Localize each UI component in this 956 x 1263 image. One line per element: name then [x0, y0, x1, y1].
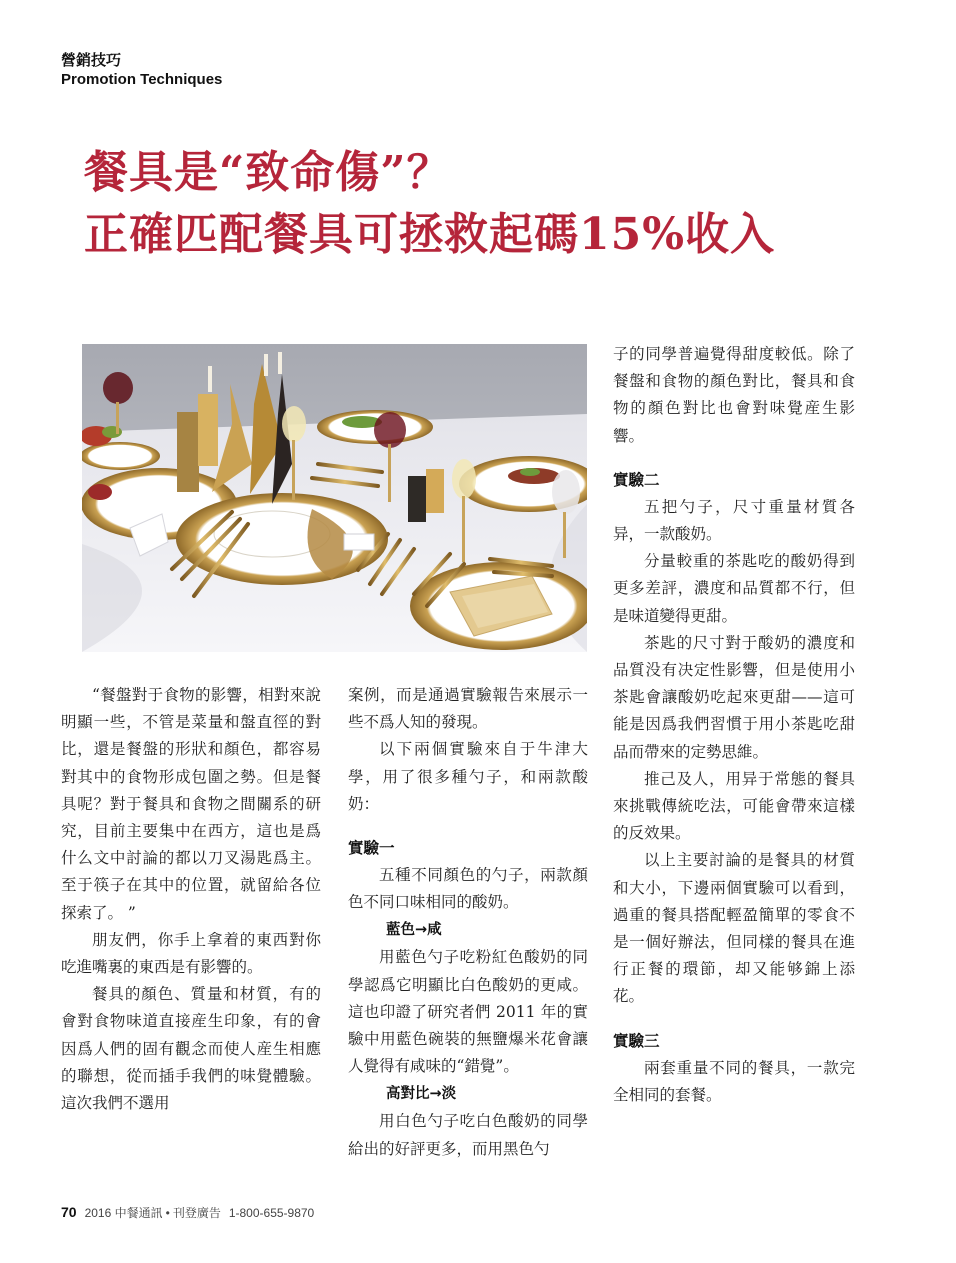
paragraph: 案例，而是通過實驗報告來展示一些不爲人知的發現。	[348, 686, 588, 732]
paragraph: 以下兩個實驗來自于牛津大學，用了很多種勺子，和兩款酸奶：	[348, 740, 588, 813]
page-footer	[61, 1204, 314, 1221]
paragraph: 子的同學普遍覺得甜度較低。除了餐盤和食物的顏色對比，餐具和食物的顏色對比也會對味覺産生影響。	[613, 345, 855, 445]
paragraph: 朋友們，你手上拿着的東西對你吃進嘴裏的東西是有影響的。	[61, 930, 321, 977]
column-1	[61, 682, 321, 1117]
paragraph: “餐盤對于食物的影響，相對來說明顯一些，不管是菜量和盤直徑的對比，還是餐盤的形狀和顏色，都容易對其中的食物形成包圍之勢。但是餐具呢？對于餐具和食物之間關系的研究，目前主要集中在西方，這也是爲什么文中討論的都以刀叉湯匙爲主。至于筷子在其中的位置，就留給各位探索了。 ”	[61, 686, 321, 922]
heading-experiment-1: 實驗一	[348, 839, 395, 858]
paragraph: 以上主要討論的是餐具的材質和大小，下邊兩個實驗可以看到，過重的餐具搭配輕盈簡單的零食不是一個好辦法，但同樣的餐具在進行正餐的環節，却又能够錦上添花。	[613, 851, 855, 1006]
table-setting-illustration	[82, 344, 587, 652]
page-number: 70	[61, 1204, 77, 1220]
footer-advertise: 刊登廣告	[172, 1206, 221, 1220]
article-headline	[84, 142, 884, 266]
paragraph: 兩套重量不同的餐具，一款完全相同的套餐。	[613, 1058, 855, 1104]
table-setting-photo	[82, 344, 587, 652]
paragraph: 分量較重的茶匙吃的酸奶得到更多差評，濃度和品質都不行，但是味道變得更甜。	[613, 552, 855, 625]
heading-experiment-2: 實驗二	[613, 470, 660, 489]
headline-line-2: 正確匹配餐具可拯救起碼15%收入	[84, 209, 776, 260]
paragraph: 餐具的顏色、質量和材質，有的會對食物味道直接産生印象，有的會因爲人們的固有觀念而使人産生相應的聯想，從而插手我們的味覺體驗。這次我們不選用	[61, 985, 321, 1113]
heading-experiment-3: 實驗三	[613, 1031, 660, 1050]
paragraph: 五種不同顏色的勺子，兩款顏色不同口味相同的酸奶。	[348, 866, 588, 912]
subheading-contrast-bland: 高對比→淡	[386, 1086, 457, 1103]
paragraph: 茶匙的尺寸對于酸奶的濃度和品質没有决定性影響，但是使用小茶匙會讓酸奶吃起來更甜——這可能是因爲我們習慣于用小茶匙吃甜品而帶來的定勢思維。	[613, 633, 855, 761]
paragraph: 用藍色勺子吃粉紅色酸奶的同學認爲它明顯比白色酸奶的更咸。這也印證了研究者們 2011 年的實驗中用藍色碗裝的無鹽爆米花會讓人覺得有咸味的“錯覺”。	[348, 948, 588, 1076]
headline-line-1: 餐具是“致命傷”？	[84, 147, 452, 198]
paragraph: 推己及人，用异于常態的餐具來挑戰傳統吃法，可能會帶來這樣的反效果。	[613, 769, 855, 843]
footer-phone: 1-800-655-9870	[228, 1206, 315, 1220]
column-3	[613, 341, 855, 1109]
paragraph: 五把勺子，尺寸重量材質各异，一款酸奶。	[613, 497, 855, 544]
section-header	[61, 50, 222, 90]
subheading-blue-salty: 藍色→咸	[386, 922, 442, 939]
footer-publication: 2016 中餐通訊	[84, 1206, 163, 1220]
paragraph: 用白色勺子吃白色酸奶的同學給出的好評更多，而用黑色勺	[348, 1112, 588, 1158]
column-2	[348, 682, 588, 1163]
section-title-zh: 營銷技巧	[61, 51, 122, 69]
footer-dot: •	[165, 1206, 170, 1220]
section-title-en: Promotion Techniques	[61, 71, 223, 88]
